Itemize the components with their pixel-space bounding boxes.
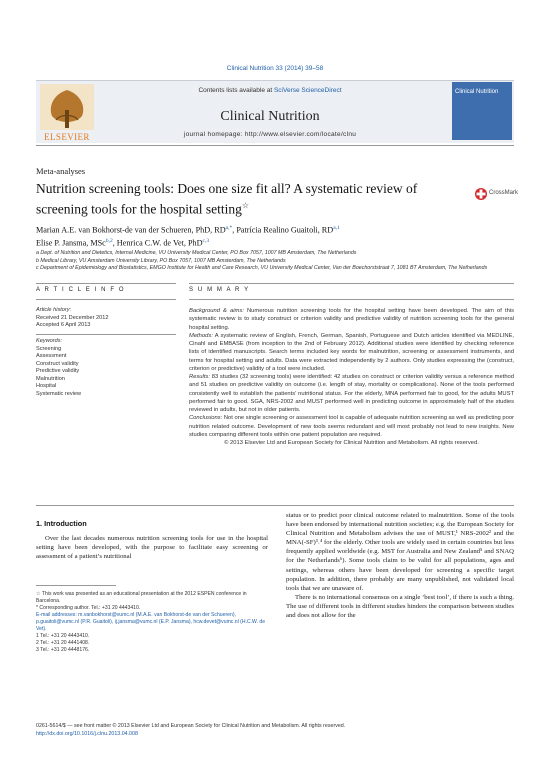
footnote-rule — [36, 585, 116, 586]
author-4: , Henrica C.W. de Vet, PhD — [112, 238, 203, 248]
summary-mid-rule — [189, 299, 514, 300]
abstract — [189, 307, 514, 447]
doi-link[interactable]: http://dx.doi.org/10.1016/j.clnu.2013.04.008 — [36, 730, 138, 737]
summary-heading: S U M M A R Y — [189, 287, 250, 293]
results-text: 83 studies (32 screening tools) were identified: 42 studies on construct or criterion validity versus a reference method and 51 studies on predictive validity on outcome (i.e. length of stay, mortality or complications). None of the tools performed consistently well to establish the patients’ nutritional status. For the elderly, MNA performed fair to good, for the adults MUST performed fair to good. SGA, NRS-2002 and MUST performed well in predicting outcome in approximately half of the studies reviewed in adults, but not in older patients. — [189, 374, 514, 413]
author-1-affil[interactable]: a,* — [225, 225, 233, 231]
info-mid-rule — [36, 299, 176, 300]
intro-paragraph-1: Over the last decades numerous nutrition screening tools for use in the hospital setting have been developed, with the purpose to facilitate easy screening or assessment of a patient’s nutritional — [36, 535, 268, 561]
publisher-wordmark: ELSEVIER — [44, 132, 90, 142]
methods-text: A systematic review of English, French, German, Spanish, Portuguese and Dutch articles identified via MEDLINE, Cinahl and EMBASE (from inception to the 2nd of February 2012). Additional studies were identified by checking reference lists of identified manuscripts. Search terms included key words for malnutrition, screening or assessment instruments, and terms for hospital setting and adults. Data were extracted independently by 2 authors. Only studies expressing the (construct, criterion or predictive) validity of a tool were included. — [189, 332, 514, 372]
front-matter-line — [36, 723, 514, 738]
introduction-heading: 1. Introduction — [36, 519, 87, 528]
footnote-tel-2: 2 Tel.: +31 20 4441408. — [36, 640, 90, 646]
title-footnote-mark[interactable]: ☆ — [241, 201, 250, 210]
history-label: Article history: — [36, 307, 72, 313]
summary-top-rule — [189, 283, 514, 284]
abstract-conclusions — [189, 414, 514, 439]
journal-homepage[interactable]: journal homepage: http://www.elsevier.com/locate/clnu — [183, 131, 357, 138]
background-text: Numerous nutrition screening tools for the hospital setting have been developed. The aim of this systematic review is to study construct or criterion validity and predictive validity of nutrition screening tools for the general hospital setting. — [189, 308, 515, 331]
contents-line — [100, 87, 440, 94]
author-4-affil[interactable]: c,3 — [202, 237, 210, 244]
article-section: Meta-analyses — [36, 166, 86, 176]
abstract-bottom-rule — [36, 505, 514, 506]
conclusions-label: Conclusions: — [189, 415, 223, 422]
elsevier-tree-logo — [36, 80, 98, 140]
abstract-methods — [189, 332, 514, 373]
article-title — [36, 180, 466, 218]
keyword: Malnutrition — [36, 375, 65, 382]
article-history — [36, 307, 148, 330]
methods-label: Methods: — [189, 332, 213, 339]
issn-line: 0261-5614/$ — see front matter © 2013 Elsevier Ltd and European Society for Clinical Nutrition and Metabolism. All rights reserved. — [36, 723, 346, 729]
keyword: Assessment — [36, 353, 67, 359]
keywords-block — [36, 338, 148, 398]
footnote-tel-3: 3 Tel.: +31 20 4448176. — [36, 647, 90, 653]
author-3-affil[interactable]: b,2 — [105, 237, 113, 244]
footnote-presentation: ☆ This work was presented as an educational presentation at the 2012 ESPEN conference in Barcelona. — [36, 591, 247, 604]
cover-title: Clinical Nutrition — [455, 89, 499, 95]
results-label: Results: — [189, 374, 210, 380]
footnote-corresponding: * Corresponding author. Tel.: +31 20 4443410. — [36, 605, 141, 611]
contents-text: Contents lists available at — [198, 87, 274, 94]
journal-citation[interactable]: Clinical Nutrition 33 (2014) 39–58 — [226, 65, 324, 72]
journal-title: Clinical Nutrition — [220, 109, 320, 124]
footnotes — [36, 591, 268, 654]
crossmark-label: CrossMark — [489, 190, 519, 196]
intro-paragraph-1-cont: status or to predict poor clinical outcome related to malnutrition. Some of the tools have been endorsed by international nutrition societies; e.g. the European Society for Clinical Nutrition and Metabolism advises the use of MUST,¹ NRS-2002² and the MNA(-SF)³˒⁴ for the elderly. Other tools are widely used in certain countries but less frequently applied worldwide (e.g. MST for Australia and New Zealand⁵ and SNAQ for the Netherlands⁶). Some tools claim to be valid for all populations, ages and settings, whereas others have been developed for screening a specific target population. In addition, there probably are many unpublished, not validated local tools that we are unaware of. — [286, 512, 514, 592]
received-date: Received 21 December 2012 — [36, 314, 109, 321]
accepted-date: Accepted 6 April 2013 — [36, 322, 91, 328]
background-label: Background & aims: — [189, 308, 244, 314]
abstract-results — [189, 373, 514, 414]
keywords-label: Keywords: — [36, 338, 63, 344]
sciencedirect-link[interactable]: SciVerse ScienceDirect — [273, 87, 342, 94]
info-keyword-rule — [36, 334, 176, 335]
abstract-background — [189, 307, 514, 332]
article-title-text: Nutrition screening tools: Does one size fit all? A systematic review of screening tools for the hospital setting — [36, 181, 418, 217]
affiliation-c: c Department of Epidemiology and Biostatistics, EMGO Institute for Health and Care Research, VU University Medical Center, Van der Boechorststraat 7, 1081 BT Amsterdam, The Netherlands — [36, 265, 488, 272]
keyword: Systematic review — [36, 390, 82, 397]
crossmark-badge[interactable] — [474, 186, 519, 202]
affiliation-b: b Medical Library, VU Amsterdam University Library, PO Box 7057, 1007 MB Amsterdam, The Netherlands — [36, 257, 286, 264]
affiliations — [36, 250, 514, 273]
conclusions-text: Not one single screening or assessment tool is capable of adequate nutrition screening as well as predicting poor nutrition related outcome. Development of new tools seems redundant and will most probably not lead to new insights. New studies comparing different tools within one patient population are required. — [189, 415, 514, 438]
footnote-emails[interactable]: E-mail addresses: m.vanbokhorst@vumc.nl (M.A.E. van Bokhorst-de van der Schueren), p.guaitoli@vumc.nl (P.R. Guaitoli), ij.jansma@vumc.nl (E.P. Jansma), hcw.devet@vumc.nl (H.C.W. de Vet). — [36, 612, 266, 632]
article-info-heading: A R T I C L E I N F O — [36, 287, 126, 293]
intro-paragraph-2: There is no international consensus on a single ‘best tool’, if there is such a thing. The use of different tools in different studies hinders the comparison between studies and does not allow for the — [286, 593, 514, 620]
affiliation-a: a Dept. of Nutrition and Dietetics, Internal Medicine, VU University Medical Center, PO Box 7057, 1007 MB Amsterdam, The Netherlands — [36, 250, 357, 256]
keyword: Screening — [36, 345, 62, 352]
footnote-tel-1: 1 Tel.: +31 20 4443410. — [36, 633, 90, 639]
body-left-column — [36, 534, 268, 561]
author-2-affil[interactable]: a,1 — [333, 225, 340, 231]
keyword: Predictive validity — [36, 368, 80, 374]
body-right-column — [286, 511, 514, 620]
keyword: Hospital — [36, 383, 57, 389]
author-list — [36, 223, 506, 248]
author-2: , Patrícia Realino Guaitoli, RD — [232, 225, 334, 235]
info-top-rule — [36, 283, 176, 284]
author-3: Elise P. Jansma, MSc — [36, 238, 106, 248]
keyword: Construct validity — [36, 360, 79, 367]
abstract-copyright: © 2013 Elsevier Ltd and European Society for Clinical Nutrition and Metabolism. All rights reserved. — [224, 440, 479, 446]
banner-divider — [36, 145, 514, 146]
author-1: Marian A.E. van Bokhorst-de van der Schueren, PhD, RD — [36, 225, 226, 235]
